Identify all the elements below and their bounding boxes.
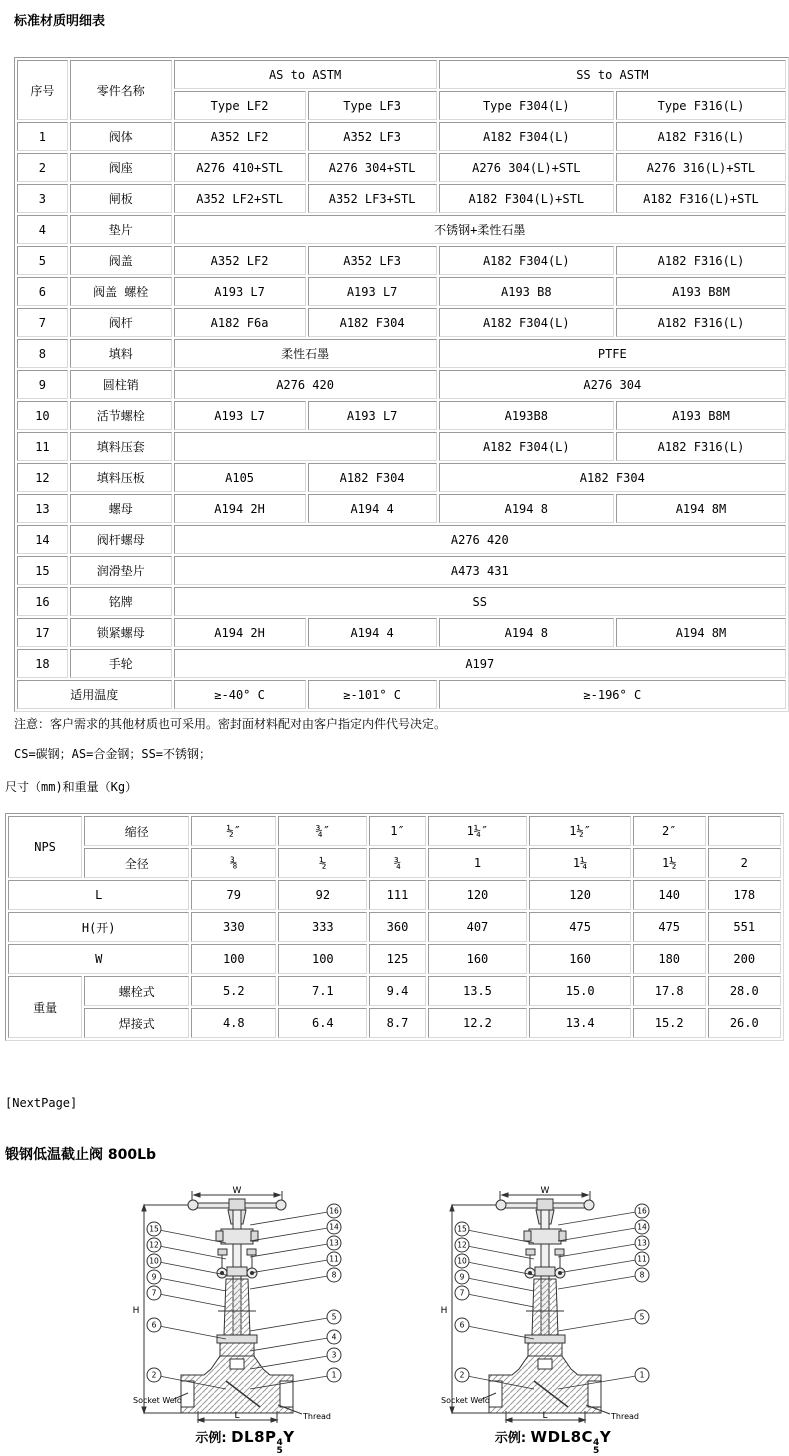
table-cell: A193 L7 (308, 277, 437, 306)
table-cell: 16 (17, 587, 68, 616)
material-table (14, 57, 789, 712)
table-cell: A182 F304(L) (439, 432, 614, 461)
table-cell: 5 (17, 246, 68, 275)
table-cell: 15 (17, 556, 68, 585)
table-row (17, 308, 786, 337)
valve-diagram-socket-weld (130, 1183, 360, 1455)
table-cell: 阀体 (70, 122, 172, 151)
table-cell: A182 F304 (308, 308, 437, 337)
svg-text:16: 16 (637, 1206, 647, 1216)
table-cell: 13.5 (428, 976, 528, 1006)
table-cell: 330 (191, 912, 276, 942)
table-cell: AS to ASTM (174, 60, 437, 89)
table-cell: 圆柱销 (70, 370, 172, 399)
diagram-caption (130, 1427, 360, 1455)
table-row (17, 494, 786, 523)
table-cell: 13.4 (529, 1008, 630, 1038)
table-cell: A193 B8M (616, 277, 786, 306)
table-cell: 13 (17, 494, 68, 523)
table-cell: 垫片 (70, 215, 172, 244)
table-cell: 7.1 (278, 976, 367, 1006)
svg-text:4: 4 (331, 1332, 337, 1342)
callout-5 (250, 1310, 341, 1331)
note-customer: 注意：客户需求的其他材质也可采用。密封面材料配对由客户指定内件代号决定。 (14, 717, 447, 731)
table-cell: L (8, 880, 189, 910)
table-cell: A276 304 (439, 370, 786, 399)
callout-7 (455, 1286, 534, 1307)
table-cell: 阀杆 (70, 308, 172, 337)
table-cell: A105 (174, 463, 306, 492)
table-row (17, 618, 786, 647)
table-cell: PTFE (439, 339, 786, 368)
table-cell: 120 (529, 880, 630, 910)
table-cell: A197 (174, 649, 786, 678)
table-cell: A276 420 (174, 525, 786, 554)
table-cell: 填料 (70, 339, 172, 368)
table-cell: 锁紧螺母 (70, 618, 172, 647)
table-cell: A182 F304(L) (439, 246, 614, 275)
table-row (17, 277, 786, 306)
table-cell: A352 LF3+STL (308, 184, 437, 213)
table-cell: 阀盖 螺栓 (70, 277, 172, 306)
table-cell: 9 (17, 370, 68, 399)
svg-text:8: 8 (639, 1270, 645, 1280)
table-cell: A194 8M (616, 618, 786, 647)
table-cell: A194 4 (308, 494, 437, 523)
table-row (8, 848, 781, 878)
table-cell: A193B8 (439, 401, 614, 430)
table-cell: A182 F304(L)+STL (439, 184, 614, 213)
table-cell: Type F316(L) (616, 91, 786, 120)
table-cell: 17 (17, 618, 68, 647)
table-cell: A194 8 (439, 494, 614, 523)
svg-text:15: 15 (457, 1224, 467, 1234)
svg-text:13: 13 (329, 1238, 339, 1248)
table-cell: 活节螺栓 (70, 401, 172, 430)
table-cell: ≥-101° C (308, 680, 437, 709)
table-cell: ≥-196° C (439, 680, 786, 709)
table-cell: A182 F316(L) (616, 122, 786, 151)
table-cell: A182 F316(L) (616, 246, 786, 275)
table-cell: 闸板 (70, 184, 172, 213)
table-cell: 填料压套 (70, 432, 172, 461)
table-cell (174, 432, 437, 461)
table-cell: 1½″ (529, 816, 630, 846)
table-cell: 焊接式 (84, 1008, 189, 1038)
table-row (8, 944, 781, 974)
table-row (17, 463, 786, 492)
table-cell: 重量 (8, 976, 82, 1038)
table-cell: 360 (369, 912, 425, 942)
table-cell: A194 4 (308, 618, 437, 647)
svg-text:14: 14 (329, 1222, 339, 1232)
dimension-heading: 尺寸（mm)和重量（Kg） (5, 780, 138, 794)
table-cell: A276 316(L)+STL (616, 153, 786, 182)
callout-14 (250, 1220, 341, 1241)
table-cell: 180 (633, 944, 706, 974)
svg-text:3: 3 (331, 1350, 337, 1360)
table-cell: A276 420 (174, 370, 437, 399)
table-cell: 4 (17, 215, 68, 244)
table-cell: 2 (17, 153, 68, 182)
table-cell: 15.2 (633, 1008, 706, 1038)
table-cell: 200 (708, 944, 781, 974)
callout-4 (250, 1330, 341, 1351)
table-row (17, 587, 786, 616)
thread-label: Thread (303, 1412, 331, 1421)
table-cell: 全径 (84, 848, 189, 878)
callout-13 (558, 1236, 649, 1257)
svg-text:14: 14 (637, 1222, 647, 1232)
table-cell: 79 (191, 880, 276, 910)
table-cell: 2″ (633, 816, 706, 846)
table-cell: H(开) (8, 912, 189, 942)
table-cell: 2 (708, 848, 781, 878)
table-row (17, 432, 786, 461)
section-title-forged-valve: 锻钢低温截止阀 800Lb (5, 1147, 157, 1163)
table-cell: 柔性石墨 (174, 339, 437, 368)
next-page-link[interactable]: [NextPage] (5, 1096, 78, 1110)
table-cell: ¾″ (278, 816, 367, 846)
callout-13 (250, 1236, 341, 1257)
table-cell: 螺母 (70, 494, 172, 523)
svg-text:5: 5 (331, 1312, 337, 1322)
table-cell: Type LF2 (174, 91, 306, 120)
table-cell: 阀杆螺母 (70, 525, 172, 554)
table-cell: 11 (17, 432, 68, 461)
table-cell: A194 8M (616, 494, 786, 523)
table-cell: 6 (17, 277, 68, 306)
svg-text:2: 2 (151, 1370, 157, 1380)
dim-w-label: W (232, 1186, 242, 1196)
table-cell: 序号 (17, 60, 68, 120)
table-cell: 12.2 (428, 1008, 528, 1038)
callout-3 (250, 1348, 341, 1369)
dim-h-label: H (440, 1306, 448, 1316)
svg-text:6: 6 (459, 1320, 465, 1330)
table-cell: W (8, 944, 189, 974)
table-cell: 4.8 (191, 1008, 276, 1038)
diagram-caption (438, 1427, 668, 1455)
table-cell: 100 (278, 944, 367, 974)
table-cell: SS (174, 587, 786, 616)
table-row (17, 649, 786, 678)
table-cell: 178 (708, 880, 781, 910)
table-row (8, 976, 781, 1006)
table-cell: A276 304(L)+STL (439, 153, 614, 182)
table-row (17, 401, 786, 430)
table-cell: 不锈钢+柔性石墨 (174, 215, 786, 244)
table-cell: 14 (17, 525, 68, 554)
table-cell: A473 431 (174, 556, 786, 585)
page-title: 标准材质明细表 (14, 14, 106, 29)
table-cell: A194 2H (174, 618, 306, 647)
table-cell: A182 F304 (439, 463, 786, 492)
callout-11 (558, 1252, 649, 1273)
table-cell: A193 L7 (174, 277, 306, 306)
table-row (17, 153, 786, 182)
valve-cross-section-drawing (438, 1183, 668, 1425)
svg-text:1: 1 (331, 1370, 337, 1380)
table-row (17, 60, 786, 89)
table-cell: 阀盖 (70, 246, 172, 275)
table-cell: 润滑垫片 (70, 556, 172, 585)
table-cell: 125 (369, 944, 425, 974)
table-cell: 92 (278, 880, 367, 910)
table-cell: A352 LF2 (174, 246, 306, 275)
callout-6 (455, 1318, 534, 1339)
callout-14 (558, 1220, 649, 1241)
table-cell: 填料压板 (70, 463, 172, 492)
table-cell: ≥-40° C (174, 680, 306, 709)
table-cell: 475 (633, 912, 706, 942)
callout-6 (147, 1318, 226, 1339)
table-cell: A352 LF3 (308, 246, 437, 275)
table-cell: ½ (278, 848, 367, 878)
svg-text:12: 12 (149, 1240, 159, 1250)
table-cell: 5.2 (191, 976, 276, 1006)
table-cell: SS to ASTM (439, 60, 786, 89)
valve-diagram-weld-bonnet (438, 1183, 668, 1455)
table-cell: A182 F6a (174, 308, 306, 337)
table-cell: A193 L7 (174, 401, 306, 430)
dimension-weight-table (5, 813, 784, 1041)
table-cell: A182 F316(L)+STL (616, 184, 786, 213)
table-cell: ½″ (191, 816, 276, 846)
table-cell: Type F304(L) (439, 91, 614, 120)
table-row (17, 525, 786, 554)
socket-weld-label: Socket Weld (133, 1396, 182, 1405)
svg-text:9: 9 (459, 1272, 465, 1282)
callout-8 (558, 1268, 649, 1289)
table-cell: 缩径 (84, 816, 189, 846)
table-cell: A182 F304(L) (439, 122, 614, 151)
svg-text:16: 16 (329, 1206, 339, 1216)
table-row (17, 184, 786, 213)
table-cell: 1″ (369, 816, 425, 846)
table-cell: 铭牌 (70, 587, 172, 616)
table-row (17, 246, 786, 275)
table-cell: 160 (428, 944, 528, 974)
table-row (17, 370, 786, 399)
svg-text:9: 9 (151, 1272, 157, 1282)
table-row (8, 816, 781, 846)
svg-text:13: 13 (637, 1238, 647, 1248)
table-row (8, 1008, 781, 1038)
table-cell: 8.7 (369, 1008, 425, 1038)
table-cell: 6.4 (278, 1008, 367, 1038)
callout-5 (558, 1310, 649, 1331)
table-cell: 适用温度 (17, 680, 172, 709)
table-cell: 333 (278, 912, 367, 942)
table-row (17, 556, 786, 585)
table-row (17, 680, 786, 709)
table-cell: 手轮 (70, 649, 172, 678)
svg-text:6: 6 (151, 1320, 157, 1330)
table-cell: 零件名称 (70, 60, 172, 120)
table-cell: 1 (428, 848, 528, 878)
table-cell: A193 B8 (439, 277, 614, 306)
table-cell: 螺栓式 (84, 976, 189, 1006)
table-cell: A352 LF2 (174, 122, 306, 151)
table-cell: 15.0 (529, 976, 630, 1006)
table-cell: 17.8 (633, 976, 706, 1006)
table-cell: 100 (191, 944, 276, 974)
svg-text:8: 8 (331, 1270, 337, 1280)
caption-code: WDL8C 4 5 Y (530, 1428, 612, 1456)
table-cell: A194 8 (439, 618, 614, 647)
table-cell: A352 LF3 (308, 122, 437, 151)
table-cell: 10 (17, 401, 68, 430)
svg-text:10: 10 (149, 1256, 159, 1266)
table-cell: 28.0 (708, 976, 781, 1006)
table-cell: 7 (17, 308, 68, 337)
svg-text:11: 11 (329, 1254, 339, 1264)
table-cell: A352 LF2+STL (174, 184, 306, 213)
table-cell: 140 (633, 880, 706, 910)
table-cell: 551 (708, 912, 781, 942)
table-cell: 3 (17, 184, 68, 213)
note-abbreviations: CS=碳钢；AS=合金钢；SS=不锈钢； (14, 747, 212, 761)
table-cell: Type LF3 (308, 91, 437, 120)
table-cell: 475 (529, 912, 630, 942)
table-cell: 阀座 (70, 153, 172, 182)
svg-text:7: 7 (151, 1288, 157, 1298)
socket-weld-label: Socket Weld (441, 1396, 490, 1405)
table-cell (708, 816, 781, 846)
table-row (8, 912, 781, 942)
table-cell: 12 (17, 463, 68, 492)
table-cell: A193 L7 (308, 401, 437, 430)
caption-prefix: 示例: (494, 1431, 527, 1446)
table-row (8, 880, 781, 910)
svg-text:7: 7 (459, 1288, 465, 1298)
table-cell: A182 F316(L) (616, 308, 786, 337)
table-cell: 407 (428, 912, 528, 942)
table-cell: A182 F304(L) (439, 308, 614, 337)
callout-7 (147, 1286, 226, 1307)
table-cell: A276 304+STL (308, 153, 437, 182)
svg-text:2: 2 (459, 1370, 465, 1380)
caption-code: DL8P 4 5 Y (231, 1428, 295, 1456)
table-cell: A276 410+STL (174, 153, 306, 182)
table-cell: 8 (17, 339, 68, 368)
table-row (17, 339, 786, 368)
table-cell: 1¼″ (428, 816, 528, 846)
thread-label: Thread (611, 1412, 639, 1421)
caption-prefix: 示例: (195, 1431, 227, 1446)
table-cell: A194 2H (174, 494, 306, 523)
table-cell: A182 F304 (308, 463, 437, 492)
table-cell: 111 (369, 880, 425, 910)
table-cell: A193 B8M (616, 401, 786, 430)
table-cell: 120 (428, 880, 528, 910)
table-cell: 1½ (633, 848, 706, 878)
table-row (17, 122, 786, 151)
table-cell: ⅜ (191, 848, 276, 878)
callout-8 (250, 1268, 341, 1289)
svg-text:5: 5 (639, 1312, 645, 1322)
table-row (17, 215, 786, 244)
table-cell: ¾ (369, 848, 425, 878)
dim-h-label: H (132, 1306, 140, 1316)
svg-text:10: 10 (457, 1256, 467, 1266)
svg-text:12: 12 (457, 1240, 467, 1250)
table-cell: 9.4 (369, 976, 425, 1006)
dim-l-label: L (542, 1411, 548, 1421)
svg-text:1: 1 (639, 1370, 645, 1380)
table-cell: 26.0 (708, 1008, 781, 1038)
svg-text:11: 11 (637, 1254, 647, 1264)
dim-w-label: W (540, 1186, 550, 1196)
table-cell: 160 (529, 944, 630, 974)
valve-cross-section-drawing (130, 1183, 360, 1425)
table-cell: 1¼ (529, 848, 630, 878)
callout-11 (250, 1252, 341, 1273)
table-cell: A182 F316(L) (616, 432, 786, 461)
svg-text:15: 15 (149, 1224, 159, 1234)
dim-l-label: L (234, 1411, 240, 1421)
table-cell: 1 (17, 122, 68, 151)
table-cell: NPS (8, 816, 82, 878)
table-cell: 18 (17, 649, 68, 678)
